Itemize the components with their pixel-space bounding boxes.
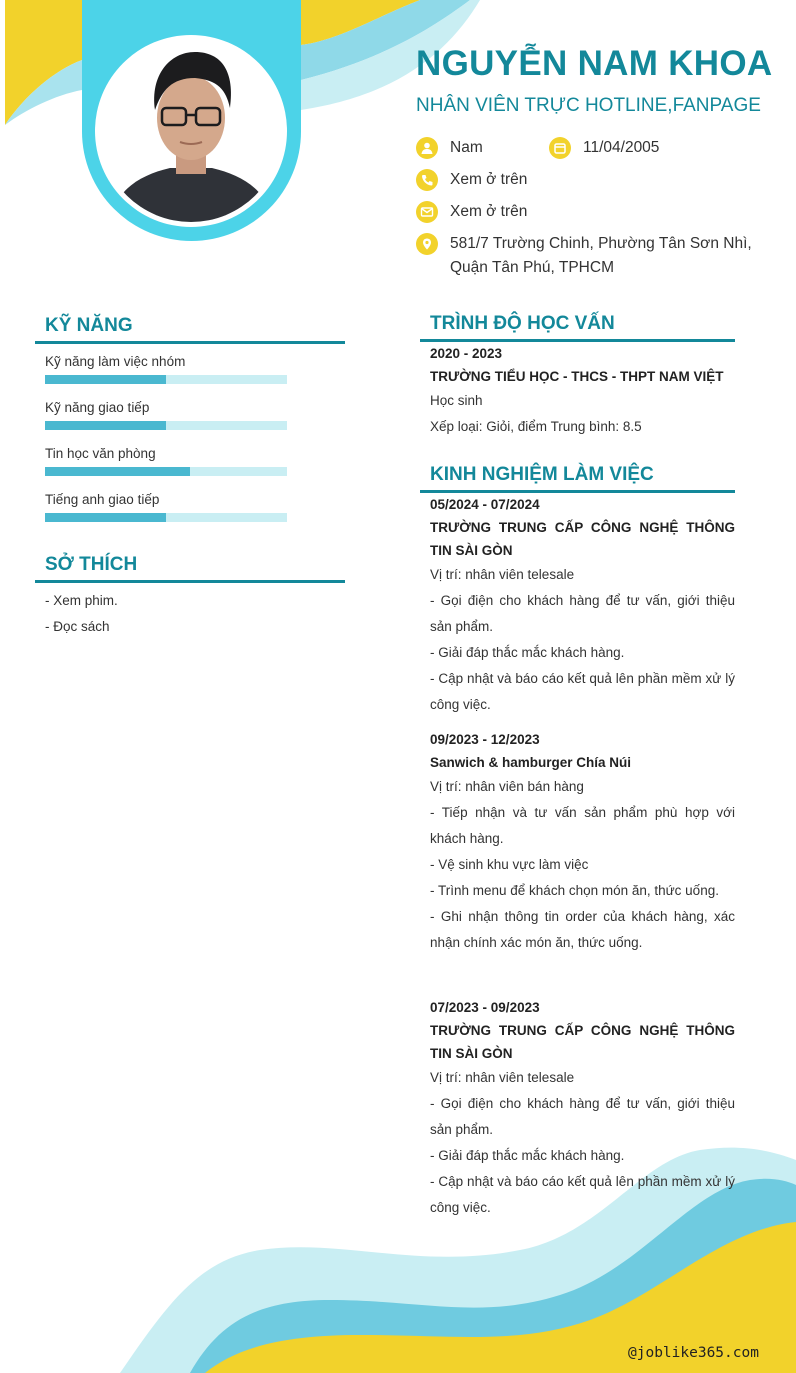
address-line-2: Quận Tân Phú, TPHCM xyxy=(450,259,614,276)
job-organization: TRƯỜNG TRUNG CẤP CÔNG NGHỆ THÔNG TIN SÀI GÒN xyxy=(430,520,735,558)
job-period: 07/2023 - 09/2023 xyxy=(430,1000,540,1015)
job-detail: Vị trí: nhân viên telesale xyxy=(430,1070,575,1085)
skill-bar-fill xyxy=(45,513,166,522)
job-detail: - Gọi điện cho khách hàng để tư vấn, giới thiệu sản phẩm. xyxy=(430,593,735,634)
skill-label: Tin học văn phòng xyxy=(45,446,156,461)
job-detail: - Giải đáp thắc mắc khách hàng. xyxy=(430,1148,625,1163)
profile-photo xyxy=(100,40,282,222)
skill-bar xyxy=(45,375,287,384)
skill-bar-fill xyxy=(45,421,166,430)
education-grade: Xếp loại: Giỏi, điểm Trung bình: 8.5 xyxy=(430,419,642,434)
job-detail: - Tiếp nhận và tư vấn sản phẩm phù hợp với khách hàng. xyxy=(430,805,735,846)
experience-list xyxy=(430,493,735,1221)
hobby-item: - Xem phim. xyxy=(45,593,118,608)
skill-label: Tiếng anh giao tiếp xyxy=(45,492,160,507)
job-entry xyxy=(430,996,735,1221)
experience-heading: KINH NGHIỆM LÀM VIỆC xyxy=(420,464,735,493)
education-role: Học sinh xyxy=(430,393,483,408)
job-organization: Sanwich & hamburger Chía Núi xyxy=(430,755,632,770)
phone-row xyxy=(416,168,527,192)
job-detail: - Vệ sinh khu vực làm việc xyxy=(430,857,589,872)
skill-bar-fill xyxy=(45,375,166,384)
job-period: 05/2024 - 07/2024 xyxy=(430,497,540,512)
skill-bar xyxy=(45,421,287,430)
phone-value: Xem ở trên xyxy=(450,171,528,188)
job-period: 09/2023 - 12/2023 xyxy=(430,732,540,747)
education-school: TRƯỜNG TIỂU HỌC - THCS - THPT NAM VIỆT xyxy=(430,369,724,384)
job-entry xyxy=(430,493,735,718)
job-detail: - Trình menu để khách chọn món ăn, thức uống. xyxy=(430,883,719,898)
skills-heading: KỸ NĂNG xyxy=(35,315,345,344)
skill-bar-fill xyxy=(45,467,190,476)
candidate-name: NGUYỄN NAM KHOA xyxy=(416,44,773,83)
education-block xyxy=(430,342,735,440)
skill-label: Kỹ năng giao tiếp xyxy=(45,400,150,415)
job-title: NHÂN VIÊN TRỰC HOTLINE,FANPAGE xyxy=(416,95,761,116)
job-entry xyxy=(430,728,735,956)
job-detail: - Gọi điện cho khách hàng để tư vấn, giới thiệu sản phẩm. xyxy=(430,1096,735,1137)
gender-row xyxy=(416,136,483,160)
job-detail: - Giải đáp thắc mắc khách hàng. xyxy=(430,645,625,660)
education-period: 2020 - 2023 xyxy=(430,346,503,361)
email-value: Xem ở trên xyxy=(450,203,528,220)
calendar-icon xyxy=(549,137,571,159)
hobby-item: - Đọc sách xyxy=(45,619,110,634)
job-detail: Vị trí: nhân viên bán hàng xyxy=(430,779,584,794)
job-detail: - Cập nhật và báo cáo kết quả lên phần mềm xử lý công việc. xyxy=(430,671,735,712)
skill-bar xyxy=(45,467,287,476)
birthday-row xyxy=(549,136,659,160)
watermark-tag: @joblike365.com xyxy=(628,1345,759,1361)
address-row xyxy=(416,232,752,280)
person-icon xyxy=(416,137,438,159)
hobbies-heading: SỞ THÍCH xyxy=(35,554,345,583)
skill-label: Kỹ năng làm việc nhóm xyxy=(45,354,186,369)
job-detail: - Ghi nhận thông tin order của khách hàng, xác nhận chính xác món ăn, thức uống. xyxy=(430,909,735,950)
address-line-1: 581/7 Trường Chinh, Phường Tân Sơn Nhì, xyxy=(450,235,752,252)
gender-value: Nam xyxy=(450,139,483,156)
location-pin-icon xyxy=(416,233,438,255)
phone-icon xyxy=(416,169,438,191)
skill-bar xyxy=(45,513,287,522)
job-organization: TRƯỜNG TRUNG CẤP CÔNG NGHỆ THÔNG TIN SÀI GÒN xyxy=(430,1023,735,1061)
email-row xyxy=(416,200,527,224)
job-detail: Vị trí: nhân viên telesale xyxy=(430,567,575,582)
education-heading: TRÌNH ĐỘ HỌC VẤN xyxy=(420,313,735,342)
mail-icon xyxy=(416,201,438,223)
job-detail: - Cập nhật và báo cáo kết quả lên phần mềm xử lý công việc. xyxy=(430,1174,735,1215)
birthday-value: 11/04/2005 xyxy=(583,139,660,156)
